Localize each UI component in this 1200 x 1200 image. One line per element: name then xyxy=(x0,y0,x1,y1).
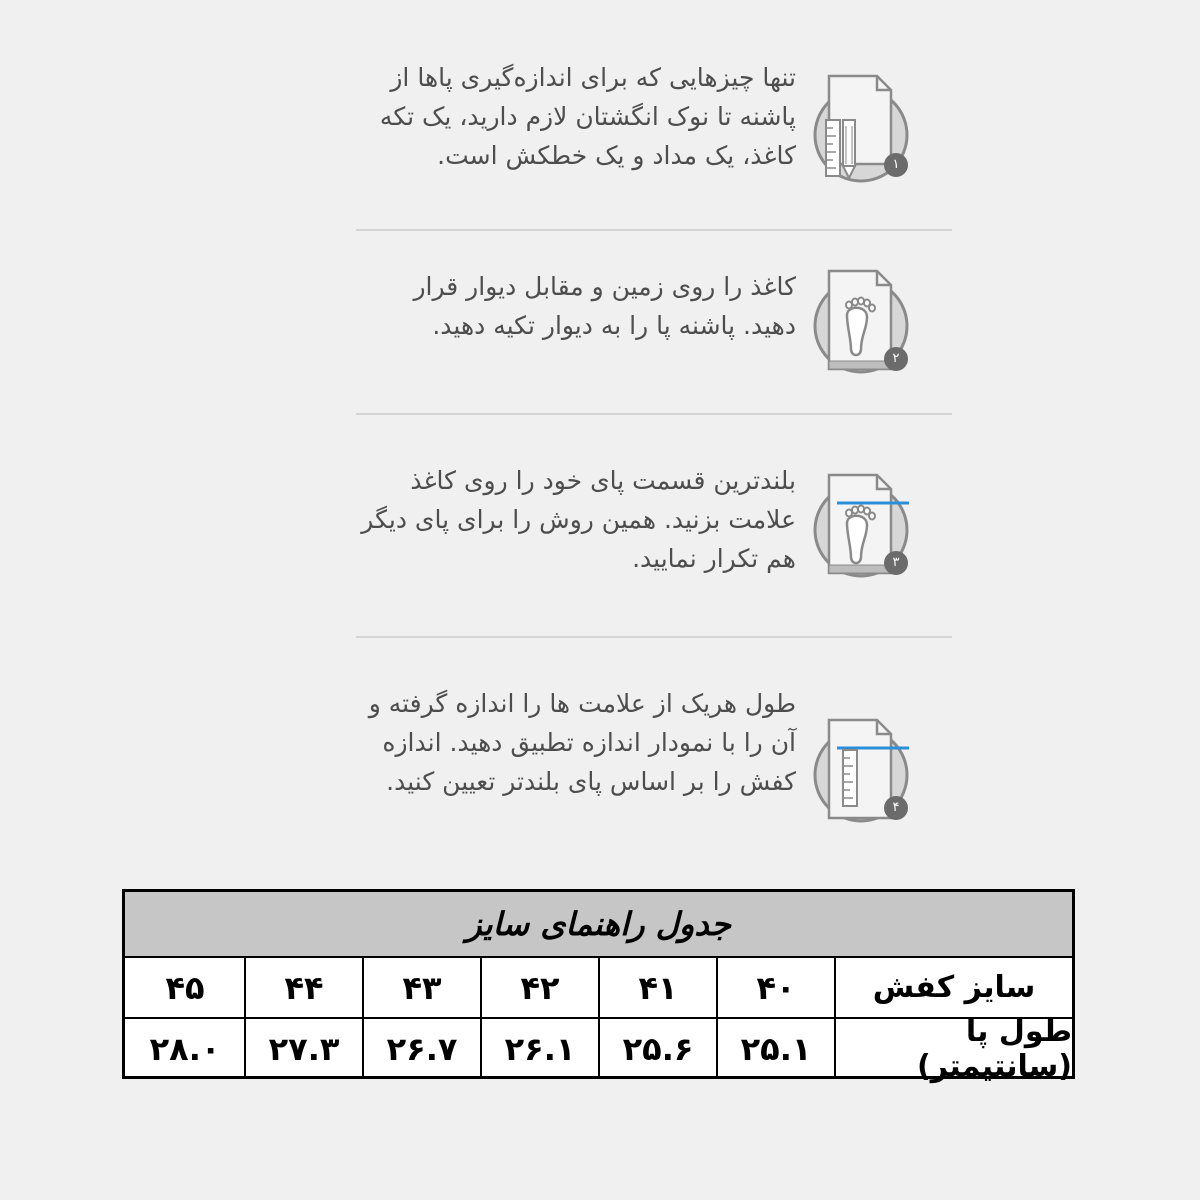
step-number-badge: ۱ xyxy=(892,157,900,172)
step-3 xyxy=(356,415,952,638)
table-cell: ۴۴ xyxy=(244,958,362,1017)
step-number-badge: ۳ xyxy=(892,555,900,570)
table-cell: ۲۶.۷ xyxy=(362,1019,480,1078)
footprint-mark-icon xyxy=(811,473,921,593)
row-label-shoe-size: سایز کفش xyxy=(834,958,1072,1017)
step-2 xyxy=(356,231,952,415)
footprint-icon xyxy=(811,269,921,389)
table-cell: ۲۷.۳ xyxy=(244,1019,362,1078)
table-cell: ۲۶.۱ xyxy=(480,1019,598,1078)
table-row-foot-length xyxy=(125,1013,1072,1084)
table-cell: ۴۲ xyxy=(480,958,598,1017)
ruler-measure-icon xyxy=(811,718,921,838)
step-4 xyxy=(356,638,952,858)
table-row-shoe-size xyxy=(125,958,1072,1019)
steps-list xyxy=(356,40,952,858)
step-number-badge: ۲ xyxy=(892,351,900,366)
step-text: کاغذ را روی زمین و مقابل دیوار قرار دهید. پاشنه پا را به دیوار تکیه دهید. xyxy=(413,272,796,340)
step-text: طول هریک از علامت ها را اندازه گرفته و آن را با نمودار اندازه تطبیق دهید. اندازه کفش را بر اساس پای بلندتر تعیین کنید. xyxy=(368,689,796,796)
step-1 xyxy=(356,40,952,231)
table-cell: ۴۱ xyxy=(598,958,716,1017)
table-title: جدول راهنمای سایز xyxy=(125,892,1072,958)
step-number-badge: ۴ xyxy=(892,800,900,815)
row-label-foot-length: طول پا (سانتیمتر) xyxy=(834,1019,1072,1078)
table-cell: ۴۳ xyxy=(362,958,480,1017)
step-text: تنها چیزهایی که برای اندازه‌گیری پاها از پاشنه تا نوک انگشتان لازم دارید، یک تکه کاغذ، یک مداد و یک خطکش است. xyxy=(379,63,796,170)
table-cell: ۴۰ xyxy=(716,958,834,1017)
size-guide-table xyxy=(122,889,1075,1084)
table-cell: ۴۵ xyxy=(165,968,205,1007)
ruler-pencil-icon xyxy=(811,68,921,188)
table-cell: ۲۸.۰ xyxy=(149,1029,221,1068)
step-text: بلندترین قسمت پای خود را روی کاغذ علامت بزنید. همین روش را برای پای دیگر هم تکرار نمایید. xyxy=(361,466,796,573)
table-cell: ۲۵.۶ xyxy=(598,1019,716,1078)
table-cell: ۲۵.۱ xyxy=(716,1019,834,1078)
